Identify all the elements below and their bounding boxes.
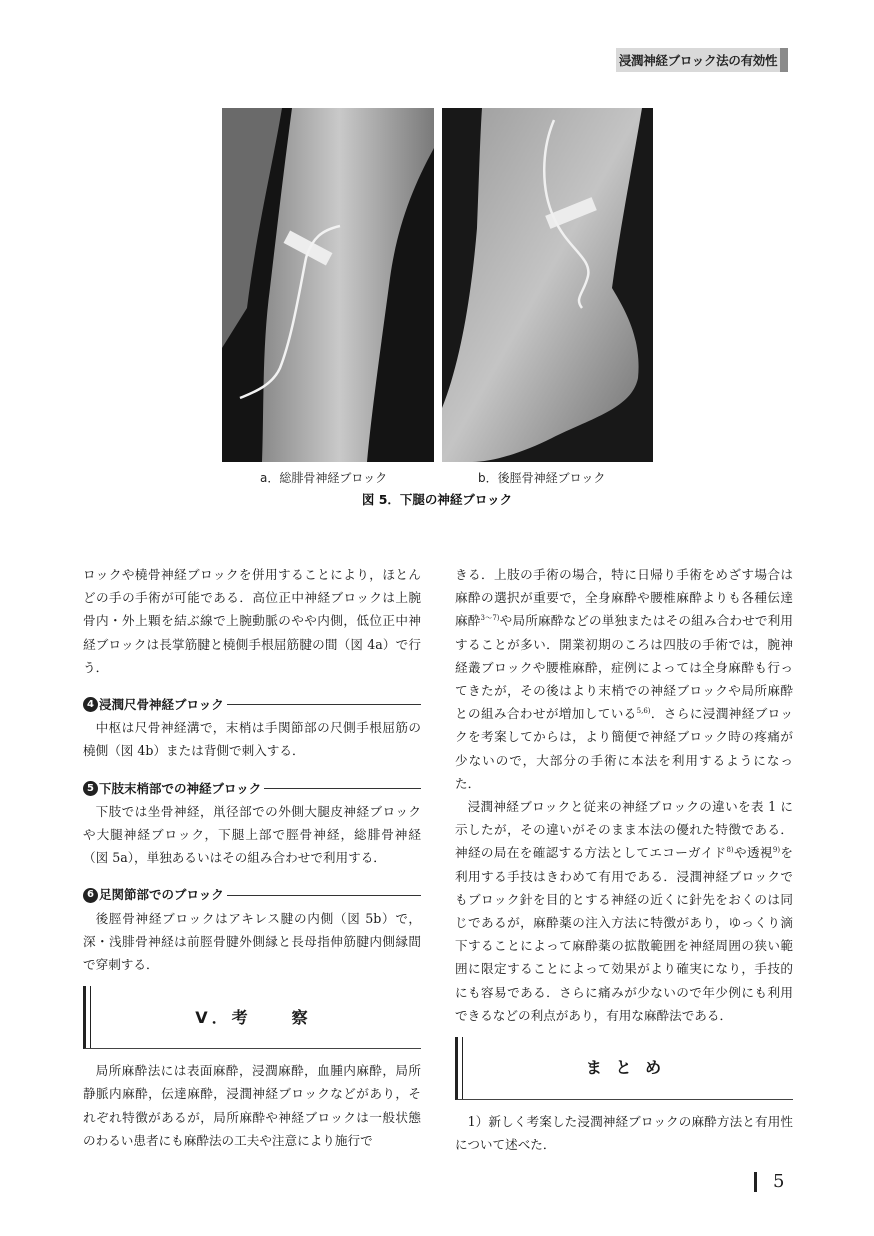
text-run: 浸潤神経ブロックと従来の神経ブロックの違いを表 1 に示したが，その違いがそのまま本法の優れた特徴である．神経の局在を確認する方法としてエコーガイド	[455, 799, 793, 861]
text-run: や局所麻酔などの単独またはその組み合わせで利用することが多い．開業初期のころは四肢の手術では，腕神経叢ブロックや腰椎麻酔，症例によっては全身麻酔も行ってきたが，その後はより末梢での神経ブロックや局所麻酔との組み合わせが増加している	[455, 613, 794, 722]
circled-number: 5	[83, 781, 98, 796]
figure-caption-b: b．後脛骨神経ブロック	[478, 471, 606, 485]
text-run: ．さらに浸潤神経ブロックを考案してからは，より簡便で神経ブロック時の疼痛が少ないので，大部分の手術に本法を利用するようになった．	[455, 706, 794, 791]
ankle-medial-image	[442, 108, 653, 462]
citation: 9)	[772, 846, 781, 855]
leg-lateral-image	[222, 108, 434, 462]
circled-number: 6	[83, 888, 98, 903]
paragraph: 1）新しく考案した浸潤神経ブロックの麻酔方法と有用性について述べた．	[455, 1114, 793, 1153]
section-heading-5	[83, 777, 421, 800]
paragraph	[455, 795, 793, 1027]
circled-number: 4	[83, 697, 98, 712]
figure-caption-a: a．総腓骨神経ブロック	[260, 471, 388, 485]
paragraph: 中枢は尺骨神経溝で，末梢は手関節部の尺側手根屈筋の橈側（図 4b）または背側で刺入する．	[83, 720, 421, 759]
left-column	[83, 563, 421, 1152]
citation: 3～7)	[480, 614, 500, 623]
chapter-heading-summary	[455, 1037, 793, 1100]
chapter-title: V．考 察	[195, 1007, 312, 1027]
heading-rule	[227, 895, 421, 896]
right-column	[455, 563, 793, 1156]
paragraph: 後脛骨神経ブロックはアキレス腱の内側（図 5b）で，深・浅腓骨神経は前脛骨腱外側縁と長母指伸筋腱内側縁間で穿刺する．	[83, 910, 421, 973]
section-title: 足関節部でのブロック	[99, 887, 224, 903]
text-run: や透視	[733, 845, 773, 861]
heading-rule	[264, 788, 421, 789]
paragraph	[455, 563, 793, 795]
citation: 5,6)	[636, 707, 651, 716]
page-number: 5	[754, 1172, 790, 1192]
figure-title: 図 5．下腿の神経ブロック	[361, 492, 513, 507]
text-run: を利用する手技はきわめて有用である．浸潤神経ブロックでもブロック針を目的とする神経の近くに針先をおくのは同じであるが，麻酔薬の注入方法に特徴があり，ゆっくり滴下することによって麻酔薬の拡散範囲を神経周囲の狭い範囲に限定することによって効果がより確実になり，手技的にも容易である．さらに痛みが少ないので年少例にも利用できるなどの利点があり，有用な麻酔法である．	[455, 845, 794, 1023]
paragraph: ロックや橈骨神経ブロックを併用することにより，ほとんどの手の手術が可能である．高位正中神経ブロックは上腕骨内・外上顆を結ぶ線で上腕動脈のやや内側，低位正中神経ブロックは長掌筋腱と橈側手根屈筋腱の間（図 4a）で行う．	[83, 567, 421, 675]
text-run: きる．上肢の手術の場合，特に日帰り手術をめざす場合は麻酔の選択が重要で，全身麻酔や腰椎麻酔よりも各種伝達麻酔	[455, 567, 793, 629]
chapter-title: ま と め	[585, 1058, 666, 1078]
section-title: 下肢末梢部での神経ブロック	[99, 780, 262, 796]
chapter-heading-discussion	[83, 986, 421, 1049]
figure-5b-photo	[442, 108, 653, 462]
citation: 8)	[726, 846, 734, 855]
figure-5a-photo	[222, 108, 434, 462]
running-header: 浸潤神経ブロック法の有効性	[616, 48, 788, 72]
paragraph: 下肢では坐骨神経，鼡径部での外側大腿皮神経ブロックや大腿神経ブロック，下腿上部で脛骨神経，総腓骨神経（図 5a），単独あるいはその組み合わせで利用する．	[83, 803, 421, 866]
section-heading-6	[83, 883, 421, 906]
paragraph: 局所麻酔法には表面麻酔，浸潤麻酔，血腫内麻酔，局所静脈内麻酔，伝達麻酔，浸潤神経ブロックなどがあり，それぞれ特徴があるが，局所麻酔や神経ブロックは一般状態のわるい患者にも麻酔法の工夫や注意により施行で	[83, 1063, 421, 1148]
heading-rule	[227, 704, 421, 705]
section-title: 浸潤尺骨神経ブロック	[99, 697, 224, 713]
section-heading-4	[83, 693, 421, 716]
